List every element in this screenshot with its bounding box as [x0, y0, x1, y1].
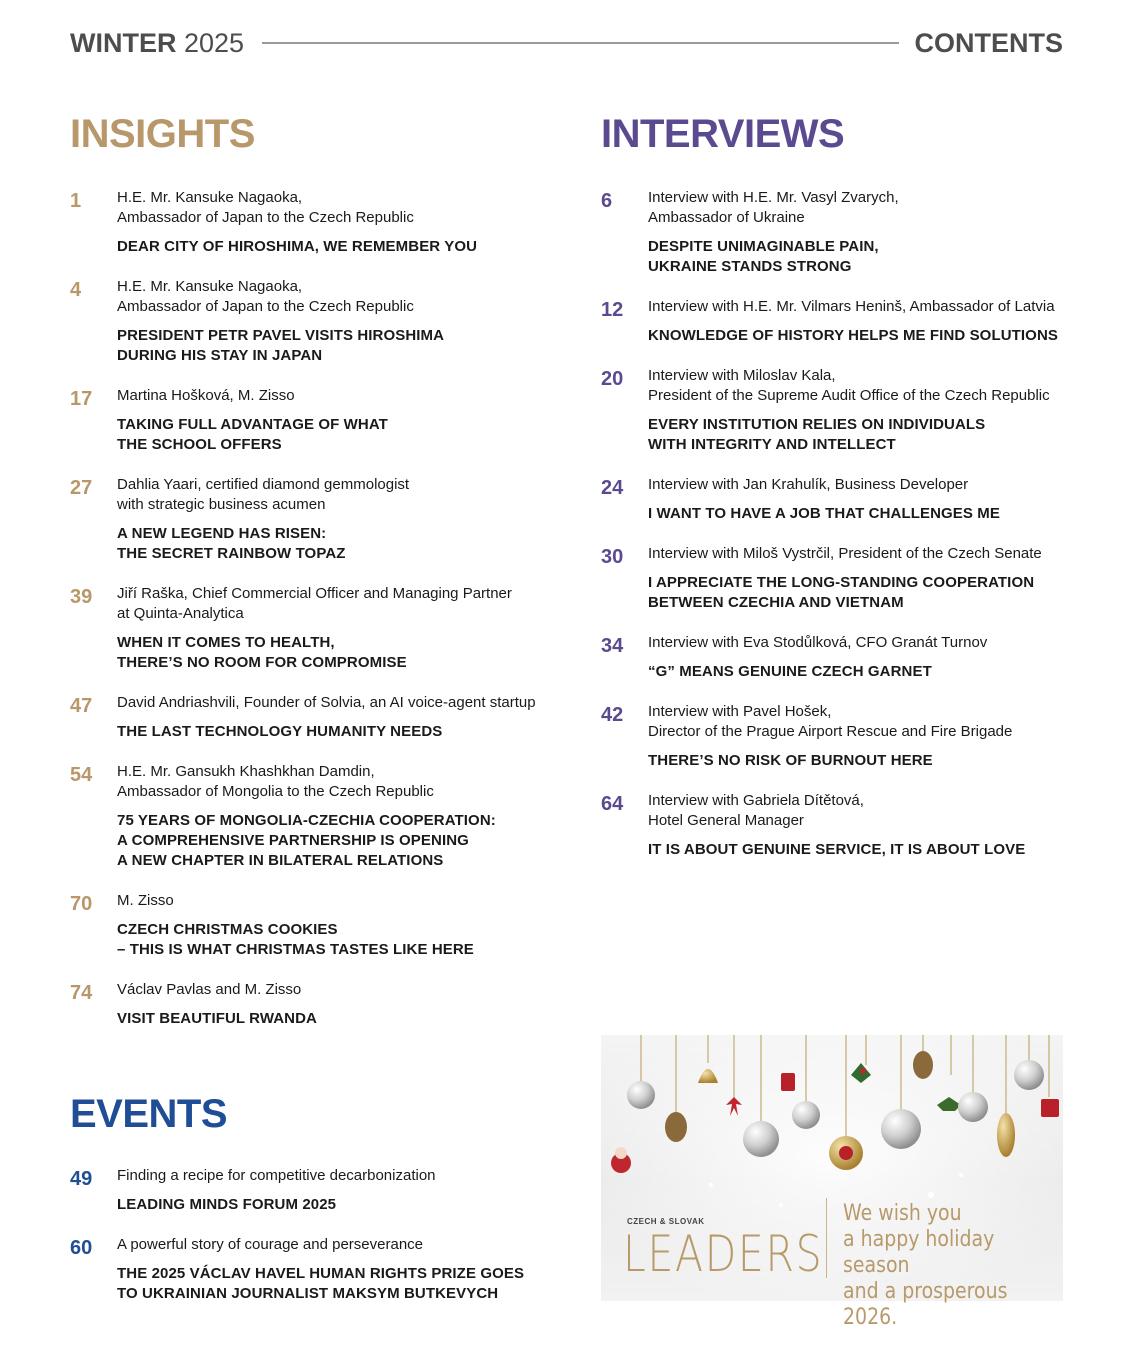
issue-label: [70, 28, 244, 59]
entry-headline: WHEN IT COMES TO HEALTH, THERE’S NO ROOM FOR COMPROMISE: [117, 634, 407, 671]
entry-author: Václav Pavlas and M. Zisso: [117, 981, 302, 998]
entry-author: Dahlia Yaari, certified diamond gemmologist with strategic business acumen: [117, 476, 410, 513]
entry-author: A powerful story of courage and perseverance: [117, 1236, 424, 1253]
insights-list: [70, 188, 550, 1029]
contents-entry[interactable]: [601, 702, 1071, 771]
contents-entry[interactable]: [70, 386, 550, 455]
page-number: 17: [70, 388, 93, 410]
entry-author: H.E. Mr. Kansuke Nagaoka, Ambassador of Japan to the Czech Republic: [117, 189, 414, 226]
entry-headline: DESPITE UNIMAGINABLE PAIN, UKRAINE STANDS STRONG: [648, 238, 879, 275]
entry-headline: PRESIDENT PETR PAVEL VISITS HIROSHIMA DURING HIS STAY IN JAPAN: [117, 327, 445, 364]
page-number: 49: [70, 1168, 93, 1190]
entry-headline: EVERY INSTITUTION RELIES ON INDIVIDUALS WITH INTEGRITY AND INTELLECT: [648, 416, 986, 453]
entry-body: [117, 1166, 550, 1215]
entry-headline: LEADING MINDS FORUM 2025: [117, 1196, 337, 1213]
leaders-logo: LEADERS: [623, 1225, 824, 1283]
entry-body: [117, 386, 550, 455]
contents-entry[interactable]: [70, 891, 550, 960]
page-number: 20: [601, 368, 624, 390]
insights-column: [70, 110, 550, 1049]
entry-author: M. Zisso: [117, 892, 174, 909]
contents-entry[interactable]: [70, 584, 550, 673]
page-number: 4: [70, 279, 82, 301]
contents-entry[interactable]: [70, 693, 550, 742]
entry-author: Interview with Miloslav Kala, President of the Supreme Audit Office of the Czech Republic: [648, 367, 1050, 404]
contents-entry[interactable]: [601, 475, 1071, 524]
entry-author: Interview with Pavel Hošek, Director of the Prague Airport Rescue and Fire Brigade: [648, 703, 1013, 740]
holiday-wish-text: We wish you a happy holiday season and a prosperous 2026.: [843, 1201, 1008, 1330]
contents-entry[interactable]: [601, 791, 1071, 860]
entry-headline: CZECH CHRISTMAS COOKIES – THIS IS WHAT CHRISTMAS TASTES LIKE HERE: [117, 921, 474, 958]
interviews-column: [601, 110, 1071, 880]
entry-author: Interview with H.E. Mr. Vasyl Zvarych, Ambassador of Ukraine: [648, 189, 899, 226]
interviews-list: [601, 188, 1071, 860]
entry-body: [117, 693, 550, 742]
page-number: 12: [601, 299, 624, 321]
entry-headline: A NEW LEGEND HAS RISEN: THE SECRET RAINBOW TOPAZ: [117, 525, 346, 562]
events-list: [70, 1166, 550, 1304]
contents-entry[interactable]: [601, 544, 1071, 613]
page-number: 47: [70, 695, 93, 717]
promo-divider: [826, 1198, 827, 1278]
entry-headline: “G” MEANS GENUINE CZECH GARNET: [648, 663, 932, 680]
entry-author: Interview with Eva Stodůlková, CFO Granát Turnov: [648, 634, 988, 651]
promo-brand: CZECH & SLOVAK: [627, 1217, 705, 1226]
entry-body: [648, 188, 1071, 277]
entry-body: [117, 475, 550, 564]
entry-headline: VISIT BEAUTIFUL RWANDA: [117, 1010, 317, 1027]
page-number: 1: [70, 190, 82, 212]
page-header: [70, 26, 1063, 60]
contents-entry[interactable]: [70, 1166, 550, 1215]
entry-body: [117, 277, 550, 366]
contents-entry[interactable]: [601, 633, 1071, 682]
contents-entry[interactable]: [70, 188, 550, 257]
entry-author: David Andriashvili, Founder of Solvia, an AI voice-agent startup: [117, 694, 536, 711]
interviews-title: INTERVIEWS: [601, 112, 845, 156]
entry-body: [648, 633, 1071, 682]
entry-author: H.E. Mr. Gansukh Khashkhan Damdin, Ambassador of Mongolia to the Czech Republic: [117, 763, 434, 800]
entry-headline: TAKING FULL ADVANTAGE OF WHAT THE SCHOOL OFFERS: [117, 416, 388, 453]
contents-label: CONTENTS: [914, 27, 1063, 58]
entry-author: Jiří Raška, Chief Commercial Officer and Managing Partner at Quinta-Analytica: [117, 585, 512, 622]
entry-body: [117, 980, 550, 1029]
entry-headline: I WANT TO HAVE A JOB THAT CHALLENGES ME: [648, 505, 1000, 522]
entry-author: Interview with H.E. Mr. Vilmars Heninš, Ambassador of Latvia: [648, 298, 1055, 315]
entry-author: H.E. Mr. Kansuke Nagaoka, Ambassador of Japan to the Czech Republic: [117, 278, 414, 315]
entry-headline: 75 YEARS OF MONGOLIA-CZECHIA COOPERATION: A COMPREHENSIVE PARTNERSHIP IS OPENING A NEW CHAPTER IN BILATERAL RELATIONS: [117, 812, 496, 869]
contents-entry[interactable]: [70, 980, 550, 1029]
entry-author: Finding a recipe for competitive decarbonization: [117, 1167, 436, 1184]
contents-entry[interactable]: [70, 762, 550, 871]
page-number: 6: [601, 190, 613, 212]
events-column: [70, 1090, 550, 1324]
entry-body: [117, 762, 550, 871]
entry-body: [117, 188, 550, 257]
entry-author: Interview with Gabriela Dítětová, Hotel General Manager: [648, 792, 864, 829]
page-number: 34: [601, 635, 624, 657]
contents-entry[interactable]: [70, 277, 550, 366]
entry-headline: I APPRECIATE THE LONG-STANDING COOPERATION BETWEEN CZECHIA AND VIETNAM: [648, 574, 1035, 611]
entry-author: Interview with Jan Krahulík, Business Developer: [648, 476, 969, 493]
entry-body: [117, 891, 550, 960]
entry-headline: THERE’S NO RISK OF BURNOUT HERE: [648, 752, 933, 769]
issue-season: WINTER: [70, 27, 177, 58]
events-title: EVENTS: [70, 1092, 228, 1136]
entry-headline: DEAR CITY OF HIROSHIMA, WE REMEMBER YOU: [117, 238, 478, 255]
entry-body: [648, 475, 1071, 524]
page-number: 74: [70, 982, 93, 1004]
entry-body: [648, 366, 1071, 455]
page-number: 70: [70, 893, 93, 915]
entry-headline: THE LAST TECHNOLOGY HUMANITY NEEDS: [117, 723, 443, 740]
contents-entry[interactable]: [601, 188, 1071, 277]
entry-author: Martina Hošková, M. Zisso: [117, 387, 295, 404]
entry-headline: THE 2025 VÁCLAV HAVEL HUMAN RIGHTS PRIZE GOES TO UKRAINIAN JOURNALIST MAKSYM BUTKEVYCH: [117, 1265, 525, 1302]
entry-body: [117, 584, 550, 673]
contents-entry[interactable]: [70, 475, 550, 564]
page-number: 24: [601, 477, 624, 499]
page-number: 42: [601, 704, 624, 726]
page-number: 54: [70, 764, 93, 786]
entry-headline: KNOWLEDGE OF HISTORY HELPS ME FIND SOLUTIONS: [648, 327, 1058, 344]
contents-entry[interactable]: [601, 297, 1071, 346]
page-number: 64: [601, 793, 624, 815]
page-number: 60: [70, 1237, 93, 1259]
entry-body: [648, 544, 1071, 613]
entry-headline: IT IS ABOUT GENUINE SERVICE, IT IS ABOUT LOVE: [648, 841, 1026, 858]
holiday-greeting-ad: [601, 1035, 1063, 1330]
entry-body: [648, 702, 1071, 771]
header-rule: [262, 42, 898, 44]
contents-entry[interactable]: [601, 366, 1071, 455]
insights-title: INSIGHTS: [70, 112, 255, 156]
contents-entry[interactable]: [70, 1235, 550, 1304]
page-number: 27: [70, 477, 93, 499]
page-number: 39: [70, 586, 93, 608]
entry-author: Interview with Miloš Vystrčil, President of the Czech Senate: [648, 545, 1042, 562]
entry-body: [648, 791, 1071, 860]
issue-year: 2025: [184, 27, 245, 58]
page-number: 30: [601, 546, 624, 568]
entry-body: [117, 1235, 550, 1304]
entry-body: [648, 297, 1071, 346]
